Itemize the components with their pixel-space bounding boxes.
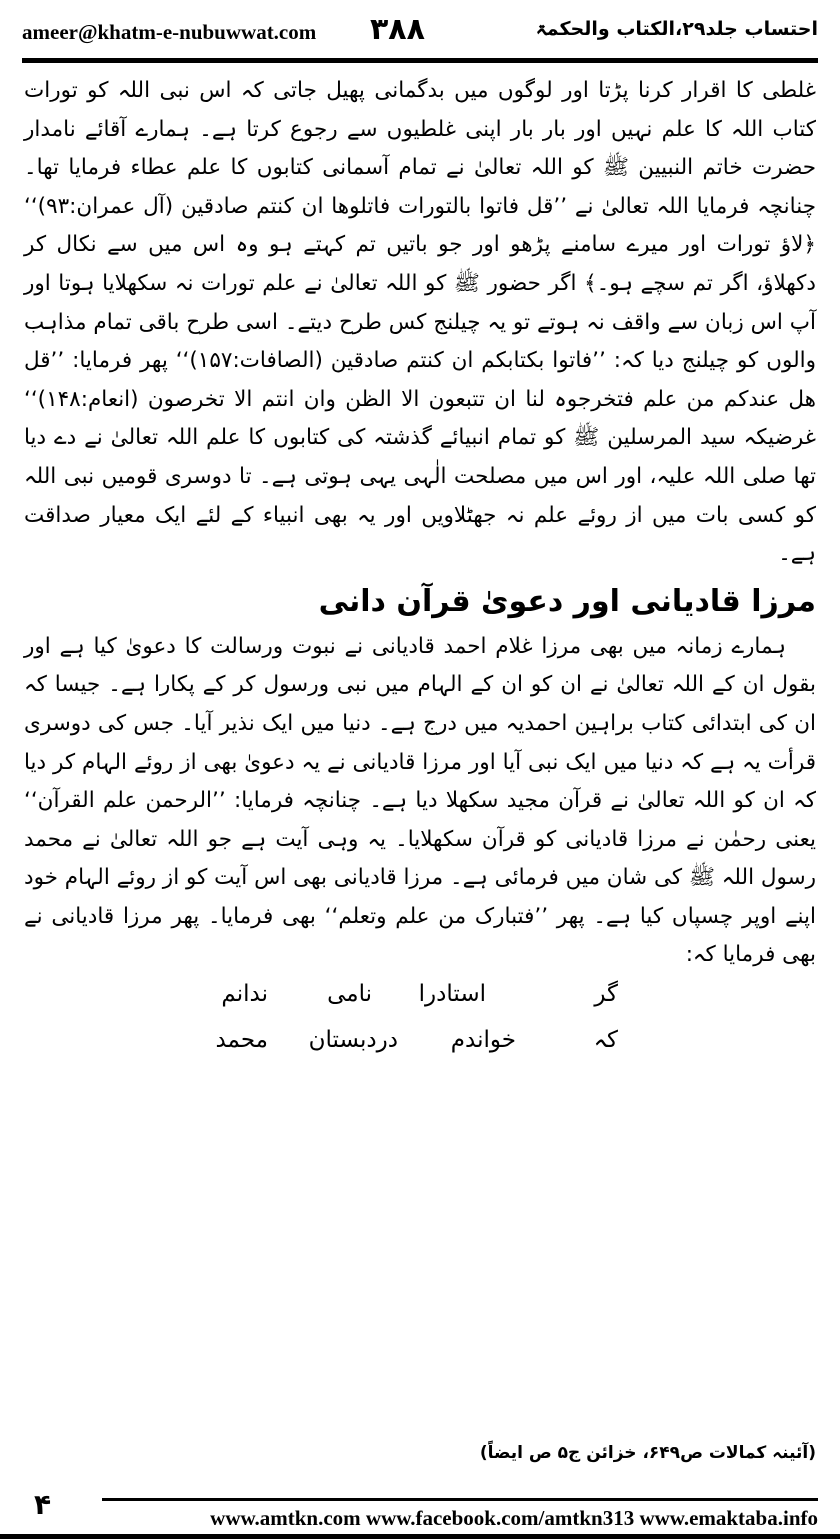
header-book-title: احتساب جلد۲۹،الکتاب والحکمۃ [535, 18, 818, 40]
paragraph-1: غلطی کا اقرار کرنا پڑتا اور لوگوں میں بدگمانی پھیل جاتی کہ اس نبی اللہ کو تورات کتاب اللہ کا علم نہیں اور بار بار اپنی غلطیوں سے رجوع کرتا ہے۔ ہمارے آقائے نامدار حضرت خاتم النبیین ﷺ کو اللہ تعالیٰ نے تمام آسمانی کتابوں کا علم عطاء فرمایا تھا۔ چنانچہ فرمایا اللہ تعالیٰ نے ’’قل فاتوا بالتورات فاتلوھا ان کنتم صادقین (آل عمران:۹۳)‘‘ ﴿لاؤ تورات اور میرے سامنے پڑھو اور جو باتیں تم کہتے ہو وہ اس میں سے نکال کر دکھلاؤ، اگر تم سچے ہو۔﴾ اگر حضور ﷺ کو اللہ تعالیٰ نے علم تورات نہ سکھلایا ہوتا اور آپ اس زبان سے واقف نہ ہوتے تو یہ چیلنج کس طرح دیتے۔ اسی طرح باقی تمام مذاہب والوں کو چیلنج دیا کہ: ’’فاتوا بکتابکم ان کنتم صادقین (الصافات:۱۵۷)‘‘ پھر فرمایا: ’’قل ھل عندکم من علم فتخرجوہ لنا ان تتبعون الا الظن وان انتم الا تخرصون (انعام:۱۴۸)‘‘ غرضیکہ سید المرسلین ﷺ کو تمام انبیائے گذشتہ کی کتابوں کا علم اللہ تعالیٰ نے دے دیا تھا صلی اللہ علیہ، اور اس میں مصلحت الٰہی یہی ہوتی ہے۔ تا دوسری قومیں نبی اللہ کو کسی بات میں از روئے علم نہ جھٹلاویں اور یہ بھی انبیاء کے لئے ایک معیار صداقت ہے۔ [24, 78, 817, 567]
header-page-number: ۳۸۸ [370, 12, 425, 47]
page-body [24, 72, 816, 1079]
footer-urls: www.amtkn.com www.facebook.com/amtkn313 www.emaktaba.info [210, 1506, 818, 1530]
section-heading: مرزا قادیانی اور دعویٰ قرآن دانی [318, 583, 816, 619]
page-header [22, 12, 818, 58]
poem-word: ندانم [221, 981, 268, 1008]
poem [24, 981, 816, 1079]
header-email: ameer@khatm-e-nubuwwat.com [22, 20, 317, 44]
poem-word: نامی [327, 981, 372, 1008]
poem-word: گر [594, 981, 618, 1008]
header-rule [22, 58, 818, 63]
paragraph-2: ہمارے زمانہ میں بھی مرزا غلام احمد قادیانی نے نبوت ورسالت کا دعویٰ کیا ہے اور بقول ان کے اللہ تعالیٰ نے ان کو ان کے الہام میں نبی ورسول کر کے پکارا ہے۔ جیسا کہ ان کی ابتدائی کتاب براہین احمدیہ میں درج ہے۔ دنیا میں ایک نذیر آیا۔ جس کی دوسری قرأت یہ ہے کہ دنیا میں ایک نبی آیا اور مرزا قادیانی نے یہ دعویٰ بھی از روئے الہام کر دیا کہ ان کو اللہ تعالیٰ نے قرآن مجید سکھلا دیا ہے۔ چنانچہ فرمایا: ’’الرحمن علم القرآن‘‘ یعنی رحمٰن نے مرزا قادیانی کو قرآن سکھلایا۔ یہ وہی آیت ہے جو اللہ تعالیٰ نے محمد رسول اللہ ﷺ کی شان میں فرمائی ہے۔ مرزا قادیانی بھی اس آیت کو از روئے الہام خود اپنے اوپر چسپاں کیا ہے۔ پھر ’’فتبارک من علم وتعلم‘‘ بھی فرمایا۔ پھر مرزا قادیانی نے بھی فرمایا کہ: [24, 633, 816, 968]
poem-word: خواندم [450, 1027, 516, 1054]
poem-word: کہ [593, 1027, 618, 1054]
footer-rule [102, 1498, 818, 1501]
poem-word: دردبستان [308, 1027, 398, 1054]
footer-page-number: ۴ [34, 1488, 52, 1521]
poem-word: استادرا [418, 981, 486, 1008]
poem-word: محمد [215, 1027, 268, 1054]
page-footer [0, 1484, 840, 1540]
footer-rule [0, 1534, 840, 1539]
reference-citation: (آئینہ کمالات ص۶۴۹، خزائن ج۵ ص ایضاً) [479, 1443, 816, 1463]
